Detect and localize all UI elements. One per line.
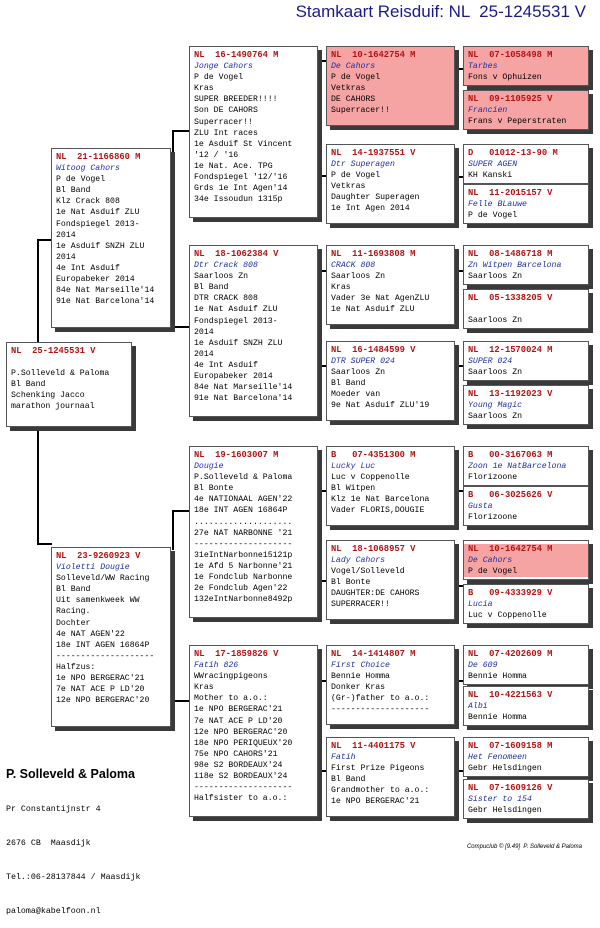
ring-number: NL 13-1192023 V (468, 389, 553, 399)
owner-email[interactable]: paloma@kabelfoon.nl (6, 906, 101, 916)
connector (318, 270, 326, 272)
connector (172, 298, 174, 328)
ring-number: NL 16-1490764 M (194, 50, 279, 60)
pedigree-line: 2014 (194, 327, 214, 337)
pedigree-line: 1e Asduif St Vincent (194, 139, 293, 149)
pedigree-line: DTR CRACK 808 (194, 294, 258, 304)
pedigree-line: Bl Bonte (331, 578, 371, 588)
pedigree-line: Halfzus: (56, 662, 96, 672)
pigeon-card-fmf[interactable] (326, 245, 455, 325)
pedigree-line: 1e Nat. Ace. TPG (194, 161, 273, 171)
connector (318, 770, 326, 772)
pedigree-line: Uit samenkweek WW (56, 596, 140, 606)
ring-number: NL 07-1609158 M (468, 741, 553, 751)
breeder-name: Saarloos Zn (468, 412, 523, 422)
pedigree-line: -------------------- (56, 651, 155, 661)
pedigree-line: 1e Nat Asduif ZLU (56, 208, 140, 218)
pedigree-line: Vader 3e Nat AgenZLU (331, 294, 430, 304)
pedigree-line: 7e NAT ACE P LD'20 (194, 716, 283, 726)
pedigree-line: Bl Bonte (194, 484, 234, 494)
pedigree-line: First Prize Pigeons (331, 764, 425, 774)
pigeon-name: SUPER 024 (468, 357, 513, 367)
pigeon-card-gen4[interactable] (463, 46, 589, 86)
pedigree-line: Grds 1e Int Agen'14 (194, 184, 288, 194)
ring-number: NL 14-1414807 M (331, 649, 416, 659)
connector (455, 770, 463, 772)
pigeon-name: Sister to 154 (468, 795, 532, 805)
pedigree-line: Halfsister to a.o.: (194, 794, 288, 804)
ring-number: NL 07-1609126 V (468, 783, 553, 793)
pedigree-line: 1e Nat Asduif ZLU (194, 305, 278, 315)
pigeon-card-gen4[interactable] (463, 289, 589, 329)
pedigree-line: DE CAHORS (331, 95, 376, 105)
breeder-name: Saarloos Zn (468, 316, 523, 326)
pedigree-line: Saarloos Zn (331, 368, 386, 378)
pedigree-line: 12e NPO BERGERAC'20 (194, 727, 288, 737)
pedigree-line: 84e Nat Marseille'14 (56, 286, 155, 296)
pedigree-line (11, 357, 127, 368)
ring-number: NL 11-2015157 V (468, 188, 553, 198)
pigeon-card-root[interactable] (6, 342, 132, 427)
breeder-name: Florizoone (468, 513, 518, 523)
pedigree-line: 18e NPO PERIQUEUX'20 (194, 738, 293, 748)
pedigree-line: 1e NPO BERGERAC'21 (194, 705, 283, 715)
connector (455, 270, 463, 272)
pedigree-line: Vetkras (331, 84, 366, 94)
footer-credit: Compuclub © [9.49] P. Solleveld & Paloma (466, 844, 582, 850)
pedigree-line: Bl Band (331, 775, 366, 785)
pigeon-name: Fatih 826 (194, 661, 239, 671)
pigeon-name (468, 304, 584, 315)
ring-number: D 01012-13-90 M (468, 148, 558, 158)
pigeon-name: Violetti Dougie (56, 563, 130, 573)
connector (172, 130, 174, 215)
ring-number: NL 25-1245531 V (11, 346, 96, 356)
pedigree-line: SUPERRACER!! (331, 600, 390, 610)
pedigree-line: Dochter (56, 618, 91, 628)
pigeon-card-gen4[interactable] (463, 446, 589, 486)
pigeon-card-paternal-grandmother[interactable] (189, 245, 318, 417)
pedigree-line: 2014 (56, 230, 76, 240)
pigeon-card-gen4[interactable] (463, 779, 589, 819)
pedigree-line: Bl Band (11, 380, 46, 390)
ring-number: B 07-4351300 M (331, 450, 416, 460)
owner-address: Pr Constantijnstr 4 (6, 805, 101, 815)
connector (455, 490, 463, 492)
breeder-name: P de Vogel (464, 566, 588, 577)
ring-number: NL 11-4401175 V (331, 741, 416, 751)
connector (318, 365, 326, 367)
pedigree-line: 84e Nat Marseille'14 (194, 383, 293, 393)
ring-number: NL 07-4202609 M (468, 649, 553, 659)
breeder-name: Luc v Coppenolle (468, 611, 547, 621)
pedigree-line: Europabeker 2014 (194, 372, 273, 382)
ring-number: NL 11-1693808 M (331, 249, 416, 259)
pedigree-line: 12e NPO BERGERAC'20 (56, 696, 150, 706)
ring-number: NL 10-4221563 V (468, 690, 553, 700)
pigeon-card-gen4[interactable] (463, 90, 589, 130)
pigeon-card-gen4[interactable] (463, 737, 589, 777)
breeder-name: Bennie Homma (468, 713, 527, 723)
breeder-name: Gebr Helsdingen (468, 764, 542, 774)
pedigree-line: 118e S2 BORDEAUX'24 (194, 772, 288, 782)
connector (172, 510, 189, 512)
pigeon-name: First Choice (331, 661, 390, 671)
pigeon-card-gen4[interactable] (463, 245, 589, 285)
connector (455, 680, 463, 682)
pigeon-card-gen4[interactable] (463, 144, 589, 184)
breeder-name: Frans v Peperstraten (468, 117, 567, 127)
ring-number: NL 05-1338205 V (468, 293, 553, 303)
pedigree-line: 34e Issoudun 1315p (194, 195, 283, 205)
owner-info (6, 743, 176, 928)
pigeon-card-gen4[interactable] (463, 540, 589, 580)
ring-number: NL 14-1937551 V (331, 148, 416, 158)
connector (172, 600, 174, 700)
pigeon-card-ffm[interactable] (326, 144, 455, 224)
pigeon-name: Zoon 1e NatBarcelona (468, 462, 567, 472)
pedigree-line: 18e INT AGEN 16864P (56, 640, 150, 650)
ring-number: B 06-3025626 V (468, 490, 553, 500)
ring-number: NL 18-1062384 V (194, 249, 279, 259)
pedigree-line: 4e Int Asduif (194, 360, 258, 370)
connector (172, 130, 189, 132)
pedigree-line: Bl Band (56, 585, 91, 595)
pedigree-line: -------------------- (194, 539, 293, 549)
connector (318, 680, 326, 682)
owner-city: 2676 CB Maasdijk (6, 839, 91, 849)
pedigree-line: 2e Fondclub Agen'22 (194, 584, 288, 594)
pedigree-line: P de Vogel (331, 73, 381, 83)
pedigree-line: 31eIntNarbonne15121p (194, 550, 293, 560)
page-title: Stamkaart Reisduif: NL 25-1245531 V (295, 2, 586, 21)
pedigree-line: marathon journaal (11, 402, 95, 412)
ring-number: NL 10-1642754 M (464, 544, 588, 555)
pedigree-line: Klz 1e Nat Barcelona (331, 495, 430, 505)
pedigree-line: (Gr-)father to a.o.: (331, 694, 430, 704)
pigeon-card-mmf[interactable] (326, 645, 455, 725)
pedigree-line: Mother to a.o.: (194, 694, 268, 704)
pedigree-line: Bl Band (56, 186, 91, 196)
connector (455, 68, 463, 70)
pigeon-card-mmm[interactable] (326, 737, 455, 817)
pedigree-line: Superracer!! (194, 117, 253, 127)
breeder-name: Saarloos Zn (468, 368, 523, 378)
pedigree-line: Grandmother to a.o.: (331, 786, 430, 796)
pigeon-card-mff[interactable] (326, 446, 455, 526)
pedigree-line: Moeder van (331, 390, 381, 400)
pigeon-card-paternal-grandfather[interactable] (189, 46, 318, 218)
pigeon-card-gen4[interactable] (463, 341, 589, 381)
ring-number: NL 19-1603007 M (194, 450, 279, 460)
ring-number: NL 09-1105925 V (468, 94, 553, 104)
pedigree-line: Europabeker 2014 (56, 275, 135, 285)
pedigree-line: Fondspiegel '12/'16 (194, 173, 288, 183)
breeder-name: Florizoone (468, 473, 518, 483)
pedigree-line: -------------------- (194, 783, 293, 793)
breeder-name: Fons v Ophuizen (468, 73, 542, 83)
pedigree-line: Klz Crack 808 (56, 197, 120, 207)
pigeon-name: Young Magic (468, 401, 523, 411)
connector (455, 585, 463, 587)
pigeon-name: Witoog Cahors (56, 164, 120, 174)
pigeon-card-gen4[interactable] (463, 385, 589, 425)
pedigree-line: Bl Band (331, 379, 366, 389)
ring-number: B 00-3167063 M (468, 450, 553, 460)
pedigree-line: Solleveld/WW Racing (56, 574, 150, 584)
connector (172, 700, 189, 702)
breeder-name: Bennie Homma (468, 672, 527, 682)
pigeon-name: Jonge Cahors (194, 62, 253, 72)
pedigree-line: Luc v Coppenolle (331, 473, 410, 483)
pedigree-line: -------------------- (331, 705, 430, 715)
pigeon-name: Dougie (194, 462, 224, 472)
pigeon-card-gen4[interactable] (463, 645, 589, 685)
owner-phone: Tel.:06-28137844 / Maasdijk (6, 872, 141, 882)
pedigree-line: SUPER BREEDER!!!! (194, 95, 278, 105)
connector (318, 490, 326, 492)
breeder-name: Gebr Helsdingen (468, 806, 542, 816)
ring-number: B 09-4333929 V (468, 588, 553, 598)
pedigree-line: DAUGHTER:DE CAHORS (331, 589, 420, 599)
pedigree-line: 91e Nat Barcelona'14 (56, 297, 155, 307)
ring-number: NL 08-1486718 M (468, 249, 553, 259)
pigeon-name: DTR SUPER 024 (331, 357, 395, 367)
pedigree-line: Saarloos Zn (331, 272, 386, 282)
pedigree-line: 9e Nat Asduif ZLU'19 (331, 401, 430, 411)
connector (172, 326, 189, 328)
pedigree-line: 27e NAT NARBONNE '21 (194, 528, 293, 538)
pigeon-card-fmm[interactable] (326, 341, 455, 421)
ring-number: NL 21-1166860 M (56, 152, 141, 162)
pigeon-name: Het Fenomeen (468, 753, 527, 763)
pedigree-line: Vetkras (331, 182, 366, 192)
pigeon-name: Francien (468, 106, 508, 116)
pedigree-line: 4e NAT AGEN'22 (56, 629, 125, 639)
pigeon-card-mfm[interactable] (326, 540, 455, 620)
connector (37, 427, 39, 545)
pigeon-name: De Cahors (464, 555, 588, 566)
pedigree-line: Superracer!! (331, 106, 390, 116)
connector (318, 175, 326, 177)
pedigree-line: 91e Nat Barcelona'14 (194, 394, 293, 404)
pigeon-name: Tarbes (468, 62, 498, 72)
pigeon-name: Lucia (468, 600, 493, 610)
pedigree-line: Kras (331, 283, 351, 293)
pigeon-name: Albi (468, 702, 488, 712)
connector (455, 365, 463, 367)
pedigree-line: Daughter Superagen (331, 193, 420, 203)
breeder-name: KH Kanski (468, 171, 513, 181)
pedigree-line: Vogel/Solleveld (331, 567, 405, 577)
ring-number: NL 07-1058498 M (468, 50, 553, 60)
pigeon-card-gen4[interactable] (463, 486, 589, 526)
pedigree-line: Fondspiegel 2013- (56, 219, 140, 229)
pedigree-line: P de Vogel (56, 175, 106, 185)
ring-number: NL 16-1484599 V (331, 345, 416, 355)
breeder-name: P de Vogel (468, 211, 518, 221)
pigeon-name: CRACK 808 (331, 261, 376, 271)
pigeon-name: Dtr Crack 808 (194, 261, 258, 271)
pigeon-card-gen4[interactable] (463, 584, 589, 624)
connector (37, 239, 39, 342)
pigeon-card-maternal-grandfather[interactable] (189, 446, 318, 618)
pedigree-line: Son DE CAHORS (194, 106, 258, 116)
connector (318, 60, 326, 62)
pigeon-name: Felle BLauwe (468, 200, 527, 210)
pedigree-line: Bl Band (194, 283, 229, 293)
pedigree-line: WWracingpigeons (194, 672, 268, 682)
connector (37, 543, 52, 545)
pedigree-line: Kras (194, 683, 214, 693)
pedigree-line: P de Vogel (331, 171, 381, 181)
pigeon-card-fff[interactable] (326, 46, 455, 126)
pedigree-line: 1e Afd 5 Narbonne'21 (194, 561, 293, 571)
pedigree-line: 98e S2 BORDEAUX'24 (194, 760, 283, 770)
ring-number: NL 23-9260923 V (56, 551, 141, 561)
pigeon-name: Fatih (331, 753, 356, 763)
pedigree-line: P.Solleveld & Paloma (11, 369, 110, 379)
pigeon-card-gen4[interactable] (463, 184, 589, 224)
pedigree-line: Kras (194, 84, 214, 94)
pigeon-name: SUPER AGEN (468, 160, 518, 170)
pedigree-line: 1e Int Agen 2014 (331, 204, 410, 214)
ring-number: NL 18-1068957 V (331, 544, 416, 554)
pedigree-line: 4e NATIONAAL AGEN'22 (194, 495, 293, 505)
pedigree-line: 1e Asduif SNZH ZLU (194, 338, 283, 348)
pedigree-line: 75e NPO CAHORS'21 (194, 749, 278, 759)
pedigree-line: Vader FLORIS,DOUGIE (331, 506, 425, 516)
pedigree-line: P.Solleveld & Paloma (194, 473, 293, 483)
pedigree-line: 2014 (56, 252, 76, 262)
connector (318, 580, 326, 582)
pedigree-line: P de Vogel (194, 73, 244, 83)
connector (37, 239, 52, 241)
pedigree-line: 1e Asduif SNZH ZLU (56, 241, 145, 251)
pedigree-line: Donker Kras (331, 683, 386, 693)
pigeon-name: Zn Witpen Barcelona (468, 261, 562, 271)
pedigree-line: Bennie Homma (331, 672, 390, 682)
pigeon-card-gen4[interactable] (463, 686, 589, 726)
pedigree-line: Saarloos Zn (194, 272, 249, 282)
pedigree-line: .................... (194, 517, 293, 527)
pedigree-line: 2014 (194, 349, 214, 359)
pigeon-name: De Cahors (331, 62, 376, 72)
pigeon-name: Dtr Superagen (331, 160, 395, 170)
pedigree-line: 1e Fondclub Narbonne (194, 573, 293, 583)
pigeon-name: Lady Cahors (331, 556, 386, 566)
pedigree-line: 4e Int Asduif (56, 263, 120, 273)
pedigree-line: 1e Nat Asduif ZLU (331, 305, 415, 315)
breeder-name: Saarloos Zn (468, 272, 523, 282)
pigeon-name: Lucky Luc (331, 462, 376, 472)
ring-number: NL 17-1859826 V (194, 649, 279, 659)
connector (172, 510, 174, 550)
pigeon-name: De 609 (468, 661, 498, 671)
pedigree-line: Racing. (56, 607, 91, 617)
pigeon-card-father[interactable] (51, 148, 171, 328)
pedigree-line: 1e NPO BERGERAC'21 (331, 797, 420, 807)
pedigree-line: ZLU Int races (194, 128, 258, 138)
pedigree-line: 7e NAT ACE P LD'20 (56, 685, 145, 695)
connector (455, 176, 463, 178)
ring-number: NL 12-1570024 M (468, 345, 553, 355)
pedigree-line: Schenking Jacco (11, 391, 85, 401)
owner-name: P. Solleveld & Paloma (6, 766, 135, 781)
pedigree-line: Bl Witpen (331, 484, 376, 494)
ring-number: NL 10-1642754 M (331, 50, 416, 60)
pigeon-card-mother[interactable] (51, 547, 171, 727)
pigeon-name: Gusta (468, 502, 493, 512)
pigeon-card-maternal-grandmother[interactable] (189, 645, 318, 817)
pedigree-line: 132eIntNarbonne8492p (194, 595, 293, 605)
pedigree-line: '12 / '16 (194, 150, 239, 160)
pedigree-line: 18e INT AGEN 16864P (194, 506, 288, 516)
pedigree-line: Fondspiegel 2013- (194, 316, 278, 326)
pedigree-line: 1e NPO BERGERAC'21 (56, 674, 145, 684)
